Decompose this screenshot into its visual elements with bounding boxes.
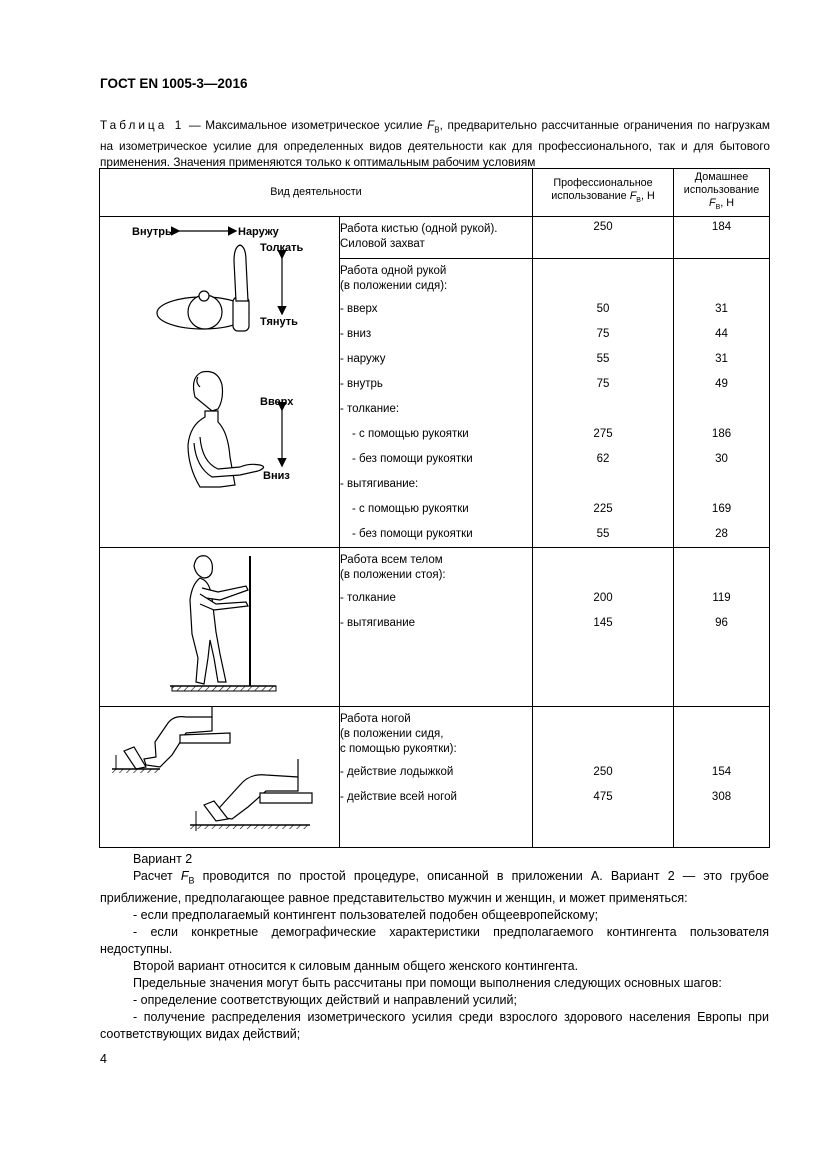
standing-person-illustration bbox=[100, 548, 340, 706]
variant-heading: Вариант 2 bbox=[133, 852, 193, 866]
values-home: 31 44 31 49 186 30 169 28 bbox=[674, 259, 770, 548]
leg-ankle-icon bbox=[124, 707, 230, 769]
header-home: Домашнее использование $F_B$, Н bbox=[674, 169, 770, 217]
svg-text:Толкать: Толкать bbox=[260, 242, 304, 254]
page-number: 4 bbox=[100, 1052, 107, 1066]
standing-person-icon bbox=[190, 556, 248, 684]
bullet: - получение распределения изометрического усилия среди взрослого здорового населения Европы при соответствующих видах действий; bbox=[100, 1009, 769, 1041]
figure-cell-arm bbox=[100, 217, 340, 548]
leg-full-icon bbox=[204, 759, 312, 821]
figure-cell-leg bbox=[100, 707, 340, 848]
body-text bbox=[100, 851, 769, 1043]
figure-cell-body bbox=[100, 548, 340, 707]
values-home: 154 308 bbox=[674, 707, 770, 848]
values-home: 119 96 bbox=[674, 548, 770, 707]
activity-hand: Работа кистью (одной рукой). Силовой захват bbox=[340, 217, 533, 259]
svg-text:Тянуть: Тянуть bbox=[260, 316, 298, 328]
paragraph: Второй вариант относится к силовым данным общего женского контингента. bbox=[133, 958, 579, 973]
bullet: - определение соответствующих действий и направлений усилий; bbox=[133, 992, 517, 1007]
activity-leg: Работа ногой (в положении сидя, с помощью рукоятки): - действие лодыжкой - действие всей ногой bbox=[340, 707, 533, 848]
paragraph: Расчет $F_B$ проводится по простой процедуре, описанной в приложении А. Вариант 2 — это грубое приближение, предполагающее равное представительство мужчин и женщин, и может применяться: bbox=[100, 869, 769, 905]
table-caption bbox=[100, 117, 770, 170]
table-row bbox=[100, 217, 770, 259]
caption-subscript: B bbox=[434, 125, 440, 135]
seated-person-icon bbox=[188, 372, 264, 487]
table-header-row bbox=[100, 169, 770, 217]
force-limits-table bbox=[99, 168, 770, 848]
values-professional: 50 75 55 75 275 62 225 55 bbox=[533, 259, 674, 548]
value-home: 184 bbox=[674, 217, 770, 259]
values-professional: 250 475 bbox=[533, 707, 674, 848]
leg-figures-illustration bbox=[100, 707, 340, 847]
bullet: - если предполагаемый контингент пользователей подобен общеевропейскому; bbox=[133, 907, 599, 922]
activity-body: Работа всем телом (в положении стоя): - толкание - вытягивание bbox=[340, 548, 533, 707]
table-row bbox=[100, 707, 770, 848]
header-activity: Вид деятельности bbox=[100, 169, 533, 217]
activity-arm: Работа одной рукой (в положении сидя): - вверх - вниз - наружу - внутрь - толкание: - с помощью рукоятки - без помощи рукоятки - вытягивание: - с помощью рукоятки - без помощи рукоятки bbox=[340, 259, 533, 548]
document-code: ГОСТ EN 1005-3—2016 bbox=[100, 76, 248, 91]
top-view-person-icon bbox=[157, 245, 249, 331]
svg-text:Вниз: Вниз bbox=[263, 470, 290, 482]
table-row bbox=[100, 548, 770, 707]
caption-symbol: F bbox=[427, 118, 435, 132]
caption-label: Таблица 1 bbox=[100, 118, 185, 132]
value-professional: 250 bbox=[533, 217, 674, 259]
svg-text:Внутрь: Внутрь bbox=[132, 226, 172, 238]
values-professional: 200 145 bbox=[533, 548, 674, 707]
svg-text:Вверх: Вверх bbox=[260, 396, 294, 408]
svg-text:Наружу: Наружу bbox=[238, 226, 279, 238]
bullet: - если конкретные демографические характеристики предполагаемого контингента пользователя недоступны. bbox=[100, 924, 769, 956]
arm-figures-illustration bbox=[100, 217, 340, 545]
caption-text-b: , предварительно рассчитанные ограничения по нагрузкам на изометрическое усилие для определенных видов деятельности как для профессионального, так и для бытового применения. Значения применяются только к оптимальным рабочим условиям bbox=[100, 118, 770, 170]
header-professional: Профессиональное использование $F_B$, Н bbox=[533, 169, 674, 217]
caption-text-a: — Максимальное изометрическое усилие bbox=[184, 118, 428, 132]
paragraph: Предельные значения могут быть рассчитаны при помощи выполнения следующих основных шагов: bbox=[133, 975, 722, 990]
